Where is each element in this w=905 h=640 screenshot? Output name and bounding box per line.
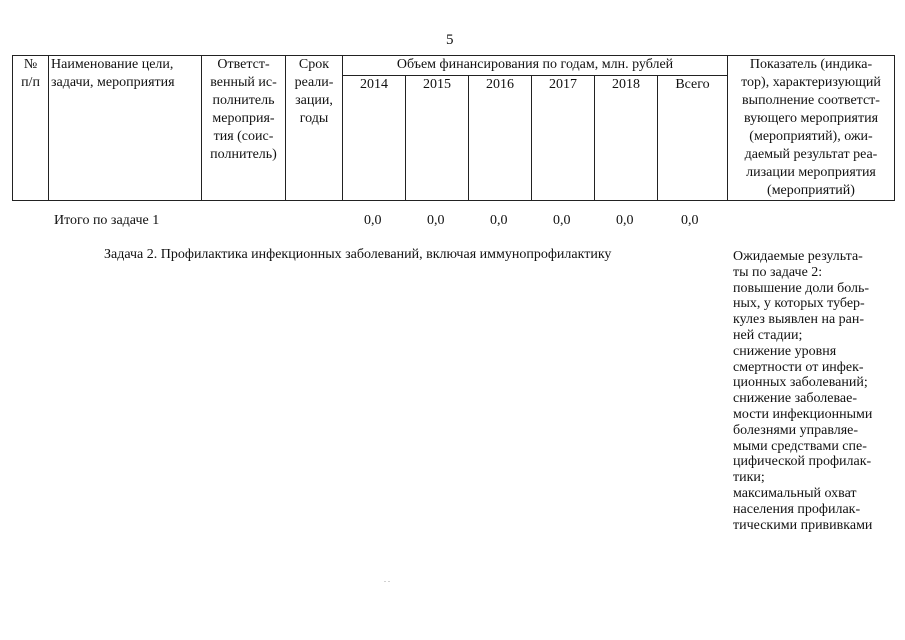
task1-total-value: 0,0 (681, 213, 699, 228)
expected-line: цифической профилак- (733, 454, 872, 470)
expected-line: ных, у которых тубер- (733, 296, 865, 312)
expected-line: повышение доли боль- (733, 280, 870, 296)
col-funding-header: Объем финансирования по годам, млн. рублей (343, 56, 728, 76)
expected-line: максимальный охват (733, 485, 857, 501)
expected-line: мыми средствами спе- (733, 438, 867, 454)
expected-line: Ожидаемые результа- (733, 249, 863, 264)
col-name-header: Наименование цели, задачи, мероприятия (49, 56, 202, 201)
expected-line: болезнями управляе- (733, 422, 859, 438)
year-header: 2015 (406, 75, 469, 200)
task1-total-value: 0,0 (364, 213, 382, 228)
expected-line: тики; (733, 470, 765, 486)
task1-total-label: Итого по задаче 1 (54, 213, 160, 228)
year-header: 2018 (595, 75, 658, 200)
header-table (12, 55, 895, 201)
col-term-header: Срок реали- зации, годы (286, 56, 343, 201)
col-responsible-header: Ответст- венный ис- полнитель мероприя- тия (соис- полнитель) (202, 56, 286, 201)
task1-total-value: 0,0 (616, 213, 634, 228)
expected-line: ты по задаче 2: (733, 264, 823, 280)
expected-line: снижение заболевае- (733, 391, 857, 407)
task2-expected-results (733, 249, 891, 533)
expected-line: тическими прививками (733, 517, 873, 533)
task1-total-value: 0,0 (427, 213, 445, 228)
expected-line: кулез выявлен на ран- (733, 312, 865, 328)
year-header: 2014 (343, 75, 406, 200)
expected-line: ционных заболеваний; (733, 375, 868, 391)
expected-line: смертности от инфек- (733, 359, 864, 375)
task1-total-value: 0,0 (553, 213, 571, 228)
expected-line: мости инфекционными (733, 406, 873, 422)
total-header: Всего (658, 75, 728, 200)
expected-line: населения профилак- (733, 501, 861, 517)
col-indicator-header: Показатель (индика- тор), характеризующий выполнение соответст- вующего мероприятия (мероприятий), ожи- даемый результат реа- лизации мероприятия (мероприятий) (728, 56, 895, 201)
expected-line: ней стадии; (733, 327, 803, 343)
year-header: 2017 (532, 75, 595, 200)
page-number: 5 (446, 32, 454, 48)
col-number-header: № п/п (13, 56, 49, 201)
year-header: 2016 (469, 75, 532, 200)
scan-speck: . . (384, 575, 390, 584)
expected-line: снижение уровня (733, 343, 837, 359)
task1-total-value: 0,0 (490, 213, 508, 228)
task2-title: Задача 2. Профилактика инфекционных заболеваний, включая иммунопрофилактику (104, 247, 612, 262)
